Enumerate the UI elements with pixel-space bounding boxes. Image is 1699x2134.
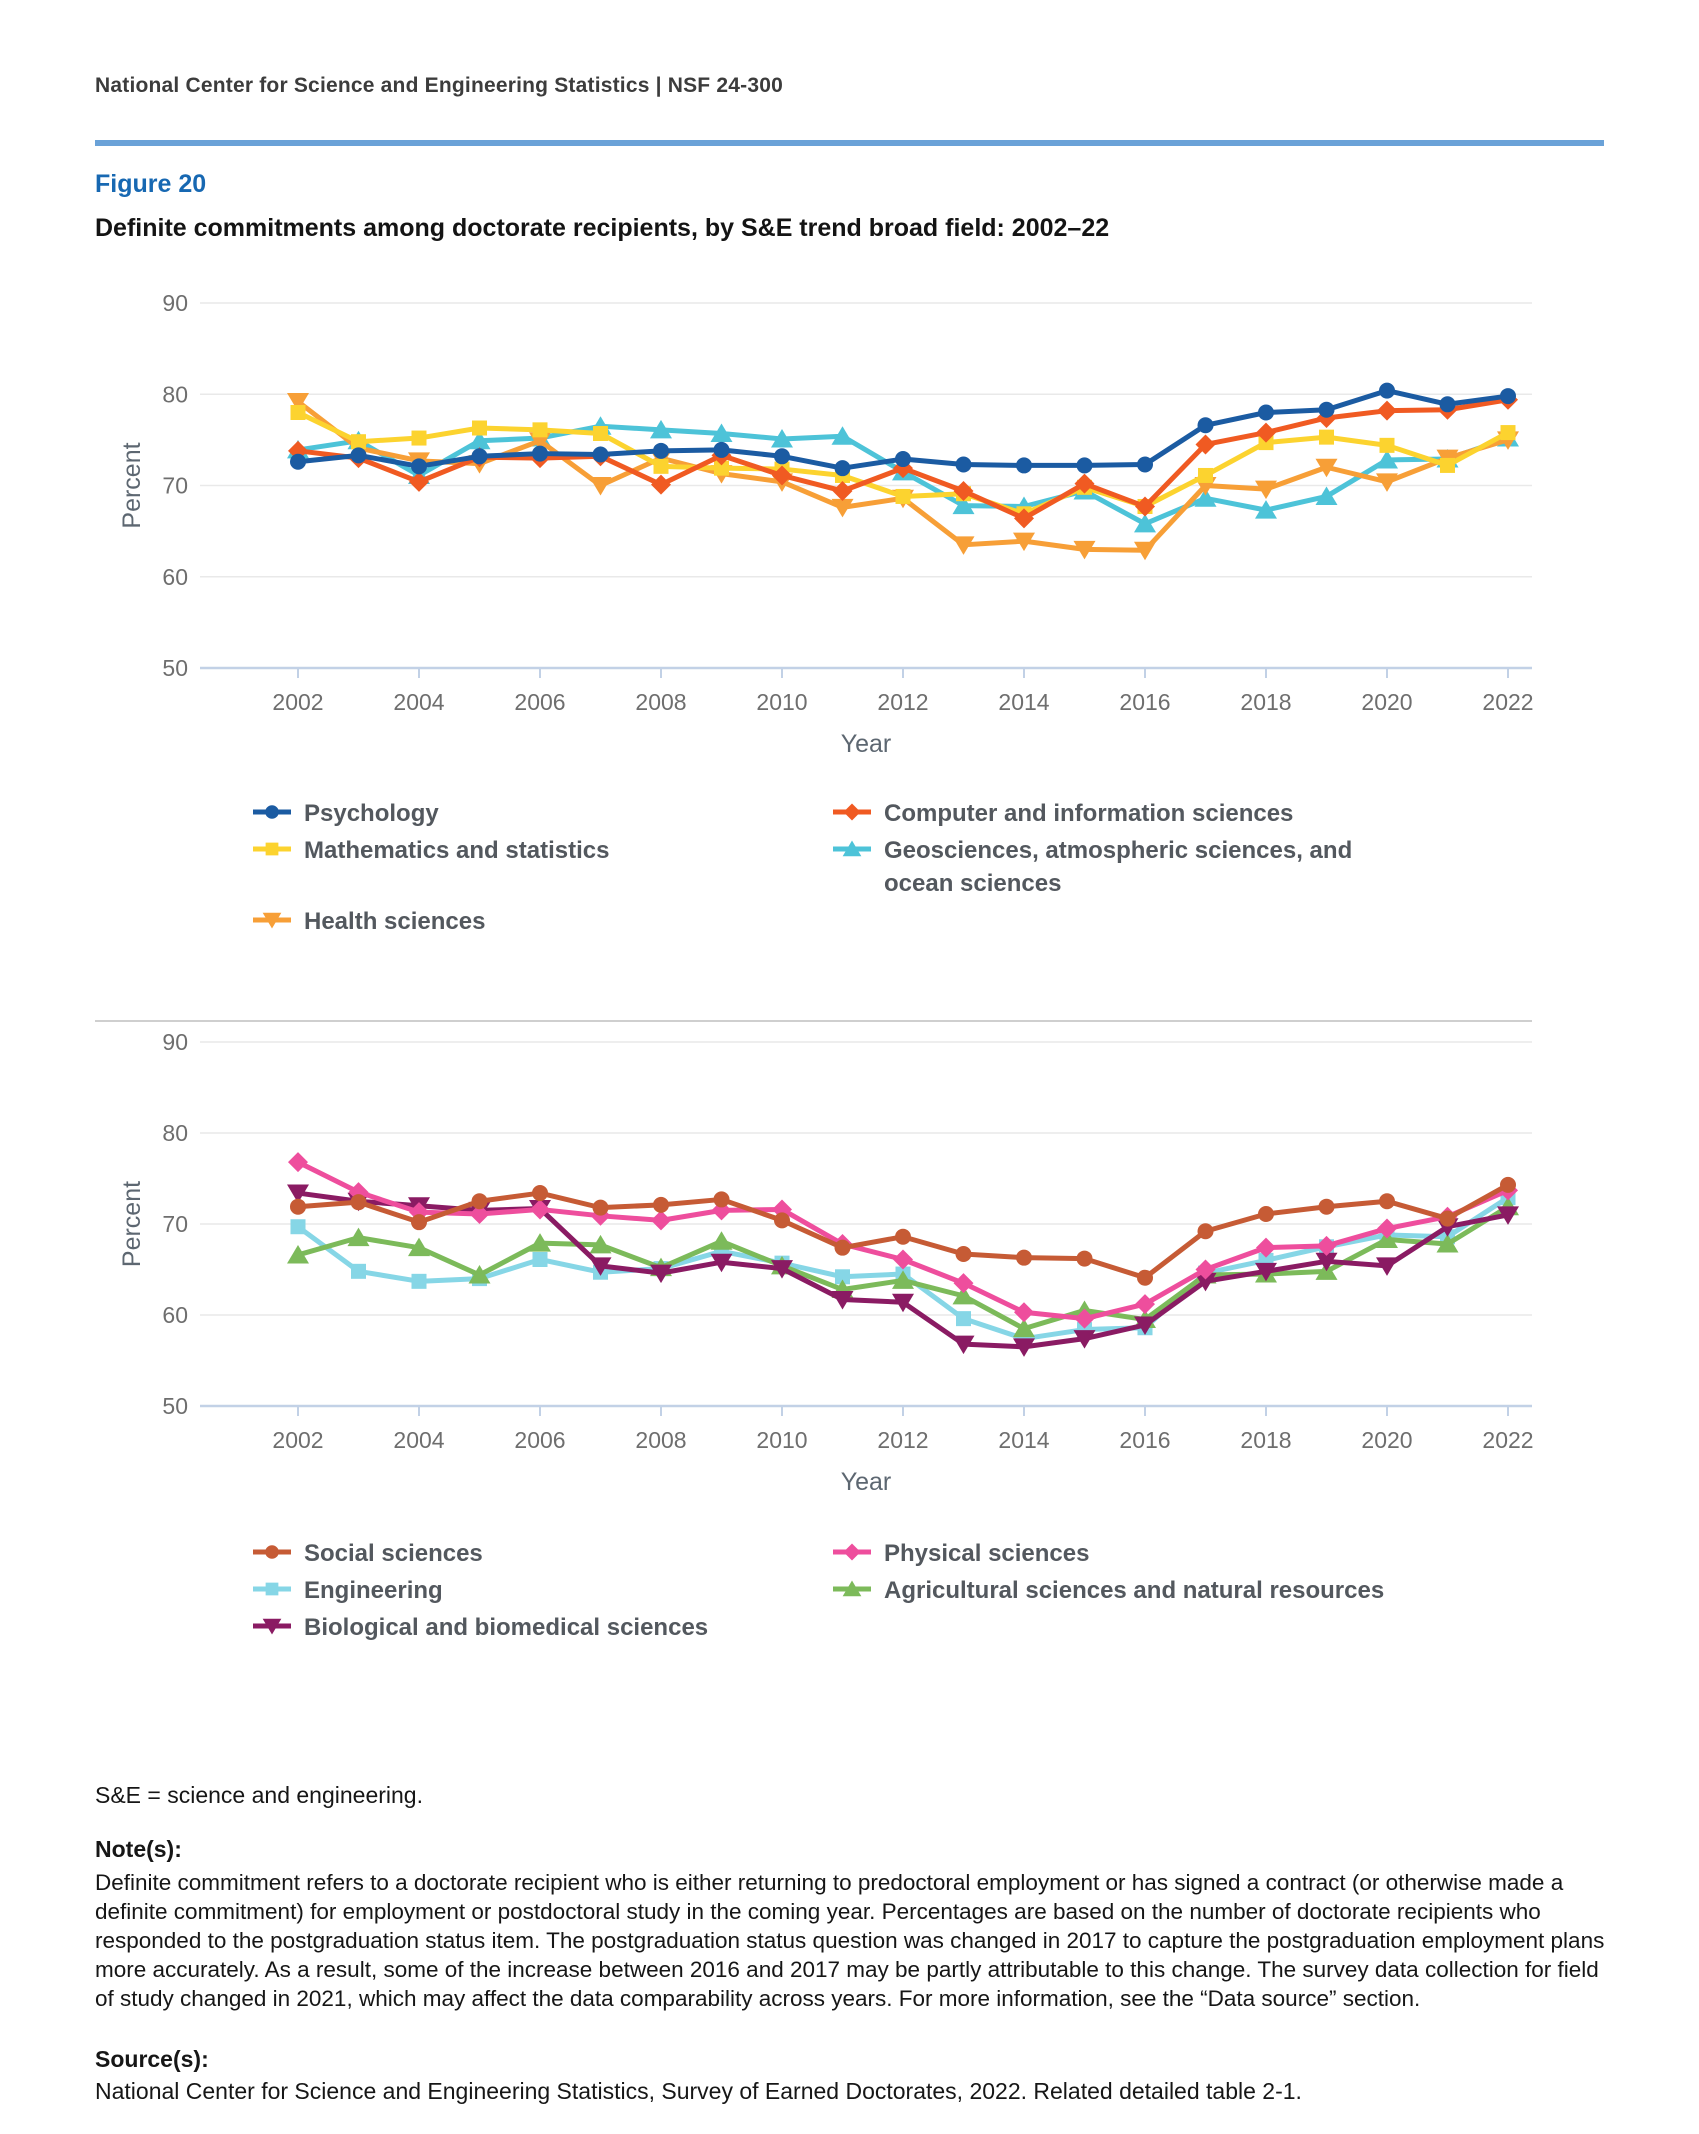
marker-diamond [651,1210,671,1230]
legend-label: Geosciences, atmospheric sciences, and ocean sciences [884,837,1353,898]
marker-square [412,1274,427,1289]
legend-label: Biological and biomedical sciences [304,1614,709,1641]
marker-circle [1077,457,1093,473]
legend-item [832,1537,1089,1570]
source-body: National Center for Science and Engineering Statistics, Survey of Earned Doctorates, 2022. Related detailed table 2-1. [95,2078,1302,2104]
marker-square [1380,438,1395,453]
marker-triangle-down [1376,473,1398,492]
marker-circle [714,442,730,458]
marker-circle [1016,457,1032,473]
legend-label: Mathematics and statistics [304,837,610,864]
marker-circle [1319,402,1335,418]
marker-circle [532,446,548,462]
marker-circle [1137,457,1153,473]
y-tick-label: 50 [162,1393,188,1419]
legend-item [252,1611,708,1644]
marker-circle [351,1194,367,1210]
x-axis-title: Year [840,730,892,758]
y-axis-title: Percent [118,442,146,529]
y-tick-label: 90 [162,290,188,316]
marker-circle [351,447,367,463]
marker-diamond [844,804,861,821]
marker-circle [1500,1177,1516,1193]
legend-label: Computer and information sciences [884,800,1294,827]
legend-label: Health sciences [304,908,486,935]
marker-diamond [1014,1302,1034,1322]
marker-circle [411,1214,427,1230]
x-tick-label: 2014 [998,689,1050,715]
legend-marker-triangle-down [252,1616,292,1636]
marker-circle [835,460,851,476]
x-tick-label: 2012 [877,1427,929,1453]
x-tick-label: 2018 [1240,689,1292,715]
marker-circle [774,1212,790,1228]
figure-label: Figure 20 [95,170,207,198]
marker-circle [532,1185,548,1201]
marker-circle [290,1199,306,1215]
x-axis-title: Year [840,1468,892,1496]
legend-label: Psychology [304,800,439,827]
marker-circle [774,448,790,464]
marker-circle [290,454,306,470]
marker-diamond [1377,401,1397,421]
marker-circle [1258,1206,1274,1222]
page-header: National Center for Science and Engineering Statistics | NSF 24-300 [95,74,783,97]
marker-circle [472,1193,488,1209]
marker-circle [1379,383,1395,399]
y-tick-label: 70 [162,1211,188,1237]
marker-square [291,405,306,420]
marker-circle [265,1545,279,1559]
legend-label: Physical sciences [884,1540,1090,1567]
y-tick-label: 80 [162,381,188,408]
marker-square [533,1252,548,1267]
marker-diamond [409,472,429,492]
marker-diamond [954,1273,974,1293]
marker-square [896,489,911,504]
marker-square [266,1583,279,1596]
legend-item [252,797,439,830]
marker-circle [1379,1193,1395,1209]
x-tick-label: 2006 [514,1427,566,1453]
legend-item [252,834,609,867]
marker-circle [1137,1270,1153,1286]
marker-circle [593,1200,609,1216]
marker-circle [593,446,609,462]
header-rule [95,140,1604,146]
marker-diamond [1135,1294,1155,1314]
marker-circle [1440,1211,1456,1227]
marker-circle [472,448,488,464]
marker-circle [895,451,911,467]
x-tick-label: 2010 [756,1427,808,1453]
legend-label: Engineering [304,1577,443,1604]
marker-circle [1319,1199,1335,1215]
legend-marker-triangle-up [832,1579,872,1599]
x-tick-label: 2016 [1119,689,1171,715]
marker-square [291,1219,306,1234]
marker-square [351,1264,366,1279]
marker-circle [265,805,279,819]
marker-diamond [844,1544,861,1561]
x-tick-label: 2004 [393,689,445,715]
abbreviation-note: S&E = science and engineering. [95,1782,423,1808]
legend-marker-circle [252,1542,292,1562]
marker-square [472,421,487,436]
x-tick-label: 2008 [635,1427,687,1453]
marker-circle [956,1246,972,1262]
legend-item [832,834,1414,900]
marker-square [1440,458,1455,473]
x-tick-label: 2008 [635,689,687,715]
legend-label: Social sciences [304,1540,483,1567]
marker-circle [1198,417,1214,433]
y-axis-title: Percent [118,1180,146,1268]
marker-circle [1077,1251,1093,1267]
marker-circle [895,1229,911,1245]
source-heading: Source(s): [95,2046,209,2072]
x-tick-label: 2020 [1361,1427,1413,1453]
legend-item [252,1574,443,1607]
x-tick-label: 2022 [1482,689,1534,715]
x-tick-label: 2022 [1482,1427,1534,1453]
notes-heading: Note(s): [95,1836,182,1862]
marker-triangle-up [711,1231,733,1250]
top-chart [0,255,1699,775]
legend-marker-diamond [832,1542,872,1562]
notes-body: Definite commitment refers to a doctorate recipient who is either returning to predoctoral employment or has signed a contract (or otherwise made a definite commitment) for employment or postdoctoral study in the coming year. Percentages are based on the number of doctorate recipients who responded to the postgraduation status item. The postgraduation status question was changed in 2017 to capture the postgraduation employment plans more accurately. As a result, some of the increase between 2016 and 2017 may be partly attributable to this change. The survey data collection for field of study changed in 2021, which may affect the data comparability across years. For more information, see the “Data source” section. [95,1870,1605,2011]
x-tick-label: 2014 [998,1427,1050,1453]
marker-square [412,431,427,446]
legend-marker-triangle-up [832,839,872,859]
y-tick-label: 90 [162,1029,188,1055]
x-tick-label: 2010 [756,689,808,715]
legend-label: Agricultural sciences and natural resources [884,1577,1385,1604]
marker-square [351,434,366,449]
x-tick-label: 2012 [877,689,929,715]
legend-marker-diamond [832,802,872,822]
legend-marker-circle [252,802,292,822]
marker-square [956,1311,971,1326]
y-tick-label: 60 [162,1302,188,1328]
marker-diamond [833,481,853,501]
x-tick-label: 2002 [272,689,324,715]
marker-square [533,422,548,437]
y-tick-label: 70 [162,472,188,499]
legend-marker-square [252,1579,292,1599]
marker-circle [1198,1223,1214,1239]
legend-marker-triangle-down [252,910,292,930]
marker-circle [1016,1250,1032,1266]
bottom-chart [0,995,1699,1515]
marker-diamond [288,1152,308,1172]
marker-diamond [651,475,671,495]
x-tick-label: 2004 [393,1427,445,1453]
x-tick-label: 2002 [272,1427,324,1453]
marker-circle [714,1191,730,1207]
x-tick-label: 2020 [1361,689,1413,715]
legend-item [252,905,485,938]
x-tick-label: 2016 [1119,1427,1171,1453]
marker-circle [835,1240,851,1256]
marker-circle [1258,405,1274,421]
legend-item [832,797,1293,830]
marker-square [1198,468,1213,483]
marker-circle [653,1197,669,1213]
y-tick-label: 60 [162,563,188,590]
legend-item [832,1574,1384,1607]
x-tick-label: 2006 [514,689,566,715]
marker-square [593,426,608,441]
marker-circle [956,457,972,473]
figure-title: Definite commitments among doctorate recipients, by S&E trend broad field: 2002–22 [95,214,1110,242]
marker-circle [1500,388,1516,404]
marker-square [266,843,279,856]
x-tick-label: 2018 [1240,1427,1292,1453]
legend-marker-square [252,839,292,859]
marker-circle [653,443,669,459]
legend-item [252,1537,483,1570]
marker-square [654,459,669,474]
marker-circle [1440,396,1456,412]
marker-square [1319,430,1334,445]
marker-diamond [893,1249,913,1269]
marker-circle [411,458,427,474]
y-tick-label: 80 [162,1120,188,1146]
y-tick-label: 50 [162,655,188,681]
marker-square [1501,425,1516,440]
